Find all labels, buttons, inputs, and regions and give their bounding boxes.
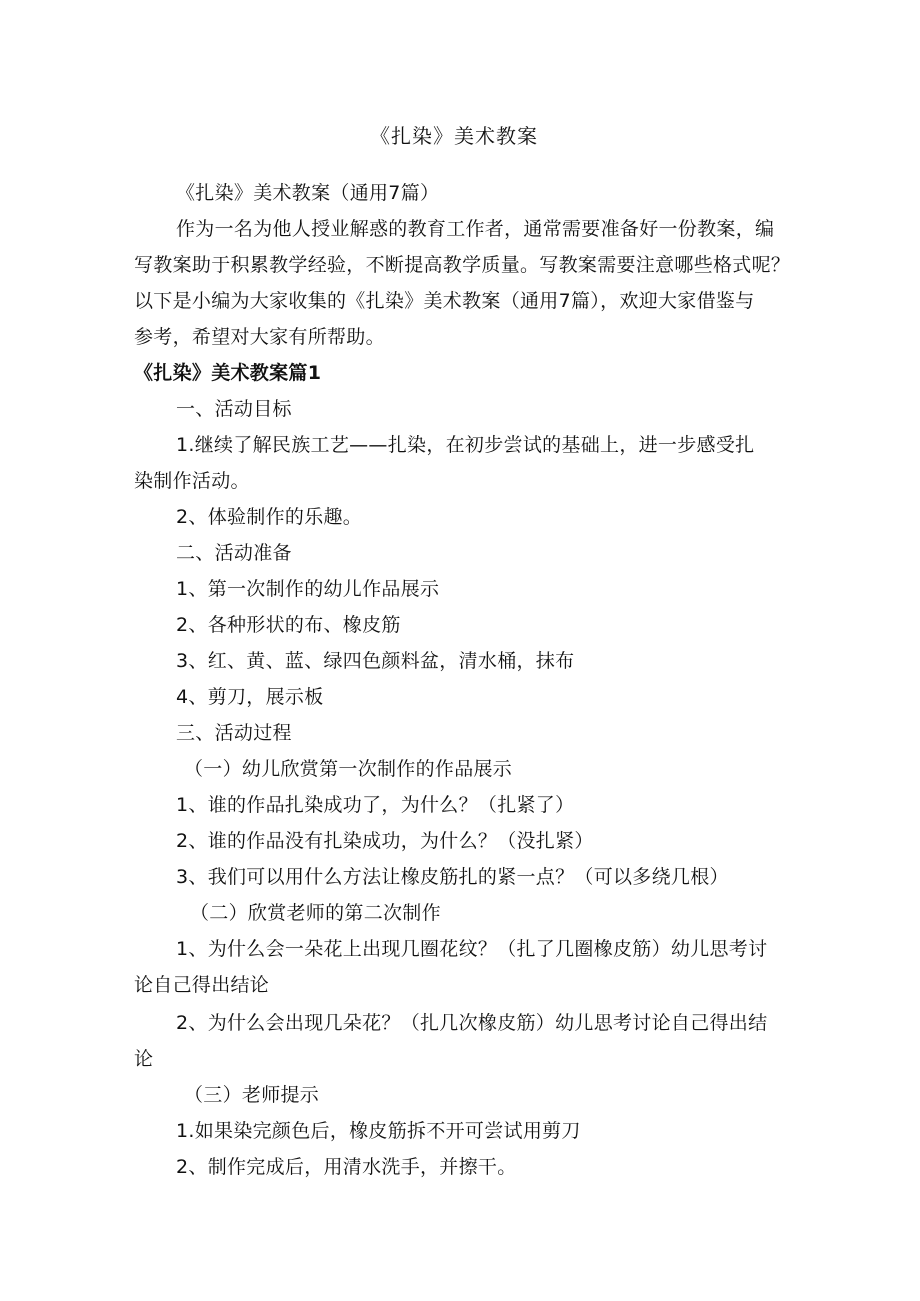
body-line-22: 2、制作完成后，用清水洗手，并擦干。 xyxy=(176,1156,517,1178)
document-subtitle: 《扎染》美术教案（通用7篇） xyxy=(176,182,440,204)
body-line-15: （二）欣赏老师的第二次制作 xyxy=(190,902,441,924)
body-line-21: 1.如果染完颜色后，橡皮筋拆不开可尝试用剪刀 xyxy=(176,1120,581,1142)
body-line-12: 1、谁的作品扎染成功了，为什么？（扎紧了） xyxy=(176,794,575,816)
body-line-16: 1、为什么会一朵花上出现几圈花纹？（扎了几圈橡皮筋）幼儿思考讨 xyxy=(176,938,768,960)
intro-line-2: 写教案助于积累教学经验，不断提高教学质量。写教案需要注意哪些格式呢？ xyxy=(134,254,791,276)
body-line-20: （三）老师提示 xyxy=(184,1084,320,1106)
intro-line-1: 作为一名为他人授业解惑的教育工作者，通常需要准备好一份教案，编 xyxy=(176,218,775,240)
section-heading: 《扎染》美术教案篇1 xyxy=(134,362,322,384)
body-line-13: 2、谁的作品没有扎染成功，为什么？（没扎紧） xyxy=(176,830,594,852)
body-line-7: 2、各种形状的布、橡皮筋 xyxy=(176,614,401,636)
body-line-14: 3、我们可以用什么方法让橡皮筋扎的紧一点？（可以多绕几根） xyxy=(176,866,729,888)
intro-line-3: 以下是小编为大家收集的《扎染》美术教案（通用7篇），欢迎大家借鉴与 xyxy=(134,290,755,312)
body-line-18: 2、为什么会出现几朵花？（扎几次橡皮筋）幼儿思考讨论自己得出结 xyxy=(176,1012,768,1034)
body-line-5: 二、活动准备 xyxy=(176,542,292,564)
body-line-9: 4、剪刀，展示板 xyxy=(176,686,324,708)
body-line-3: 染制作活动。 xyxy=(134,470,250,492)
body-line-10: 三、活动过程 xyxy=(176,722,292,744)
body-line-6: 1、第一次制作的幼儿作品展示 xyxy=(176,578,440,600)
body-line-4: 2、体验制作的乐趣。 xyxy=(176,506,363,528)
body-line-1: 一、活动目标 xyxy=(176,398,292,420)
intro-line-4: 参考，希望对大家有所帮助。 xyxy=(134,326,385,348)
document-title: 《扎染》美术教案 xyxy=(370,124,538,148)
body-line-17: 论自己得出结论 xyxy=(134,974,270,996)
body-line-11: （一）幼儿欣赏第一次制作的作品展示 xyxy=(184,758,513,780)
body-line-8: 3、红、黄、蓝、绿四色颜料盆，清水桶，抹布 xyxy=(176,650,575,672)
body-line-2: 1.继续了解民族工艺——扎染，在初步尝试的基础上，进一步感受扎 xyxy=(176,434,755,456)
body-line-19: 论 xyxy=(134,1048,154,1070)
